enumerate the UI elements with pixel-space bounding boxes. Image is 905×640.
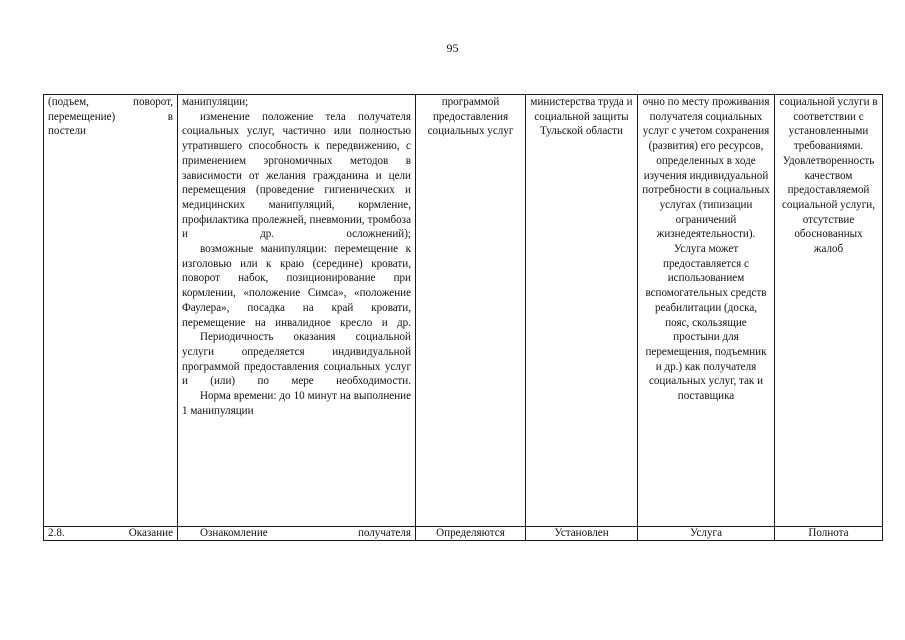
quality-cell: социальной услуги в соответствии с установленными требованиями. Удовлетворенность качеством предоставляемой социальной услуги, отсутствие обоснованных жалоб xyxy=(775,95,883,527)
tariff-cell: Установлен xyxy=(526,527,638,541)
description-paragraph: изменение положение тела получателя социальных услуг, частично или полностью утратившего способность к передвижению, с применением эргономичных методов в зависимости от желания гражданина и цели перемещения (проведение гигиенических и медицинских манипуляций, кормление, профилактика пролежней, пневмонии, тромбоза и др. осложнений); xyxy=(182,110,411,241)
services-table xyxy=(43,94,883,541)
table-row xyxy=(44,95,883,527)
service-description-cell xyxy=(178,95,416,527)
conditions-cell: Услуга xyxy=(638,527,775,541)
description-start-right: получателя xyxy=(357,527,411,539)
service-number: 2.8. xyxy=(48,527,65,539)
description-paragraph: возможные манипуляции: перемещение к изголовью или к краю (середине) кровати, поворот набок, позиционирование при кормлении, «положение Симса», «положение Фаулера», посадка на край кровати, перемещение на инвалидное кресло и др. xyxy=(182,243,411,329)
service-number-cell xyxy=(44,527,178,541)
service-name-line: перемещение) в xyxy=(48,110,173,123)
table-row xyxy=(44,527,883,541)
volume-cell: программой предоставления социальных услуг xyxy=(416,95,526,527)
description-paragraph: манипуляции; xyxy=(182,96,249,108)
service-name-cell xyxy=(44,95,178,527)
conditions-cell: очно по месту проживания получателя социальных услуг с учетом сохранения (развития) его ресурсов, определенных в ходе изучения индивидуальной потребности в социальных услугах (типизации ограничений жизнедеятельности). Услуга может предоставляется с использованием вспомогательных средств реабилитации (доска, пояс, скользящие простыни для перемещения, подъемник и др.) как получателя социальных услуг, так и поставщика xyxy=(638,95,775,527)
volume-cell: Определяются xyxy=(416,527,526,541)
tariff-cell: министерства труда и социальной защиты Тульской области xyxy=(526,95,638,527)
description-start-left: Ознакомление xyxy=(200,527,268,539)
description-paragraph: Периодичность оказания социальной услуги определяется индивидуальной программой предоставления социальных услуг и (или) по мере необходимости. xyxy=(182,331,411,388)
service-name-line: (подъем, поворот, xyxy=(48,96,173,108)
service-name-line: постели xyxy=(48,125,86,138)
service-name-start: Оказание xyxy=(128,527,173,539)
quality-cell: Полнота xyxy=(775,527,883,541)
page-number: 95 xyxy=(446,41,459,55)
description-paragraph: Норма времени: до 10 минут на выполнение 1 манипуляции xyxy=(182,390,411,417)
service-description-cell xyxy=(178,527,416,541)
